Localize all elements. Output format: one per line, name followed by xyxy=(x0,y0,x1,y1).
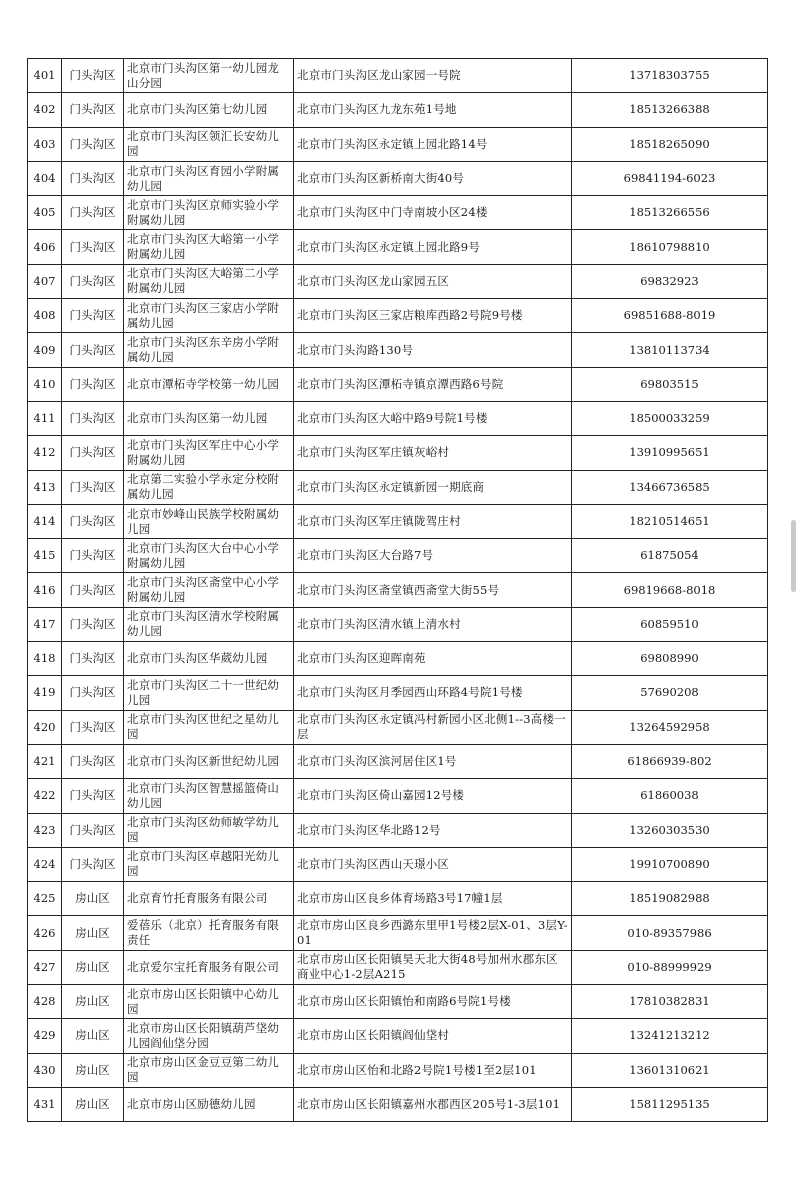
district-cell: 门头沟区 xyxy=(62,504,124,538)
scrollbar-thumb[interactable] xyxy=(791,520,796,592)
institution-name-cell: 北京市门头沟区幼师敏学幼儿园 xyxy=(124,813,294,847)
table-row xyxy=(28,230,768,264)
row-number: 416 xyxy=(28,573,62,607)
district-cell: 门头沟区 xyxy=(62,470,124,504)
phone-cell: 13466736585 xyxy=(572,470,768,504)
institution-name-cell: 北京育竹托育服务有限公司 xyxy=(124,882,294,916)
row-number: 420 xyxy=(28,710,62,744)
address-cell: 北京市门头沟区龙山家园五区 xyxy=(294,264,572,298)
institution-name-cell: 北京市门头沟区大峪第一小学附属幼儿园 xyxy=(124,230,294,264)
district-cell: 门头沟区 xyxy=(62,539,124,573)
institution-name-cell: 北京市房山区长阳镇中心幼儿园 xyxy=(124,985,294,1019)
address-cell: 北京市门头沟区潭柘寺镇京潭西路6号院 xyxy=(294,367,572,401)
address-cell: 北京市门头沟区龙山家园一号院 xyxy=(294,59,572,93)
district-cell: 门头沟区 xyxy=(62,642,124,676)
table-row xyxy=(28,1087,768,1121)
district-cell: 门头沟区 xyxy=(62,196,124,230)
institution-name-cell: 北京市门头沟区领汇长安幼儿园 xyxy=(124,127,294,161)
address-cell: 北京市门头沟区滨河居住区1号 xyxy=(294,744,572,778)
phone-cell: 13810113734 xyxy=(572,333,768,367)
institution-name-cell: 北京市房山区金豆豆第二幼儿园 xyxy=(124,1053,294,1087)
table-row xyxy=(28,264,768,298)
row-number: 415 xyxy=(28,539,62,573)
phone-cell: 13910995651 xyxy=(572,436,768,470)
row-number: 422 xyxy=(28,779,62,813)
phone-cell: 18513266388 xyxy=(572,93,768,127)
row-number: 401 xyxy=(28,59,62,93)
institution-name-cell: 北京市门头沟区第七幼儿园 xyxy=(124,93,294,127)
row-number: 425 xyxy=(28,882,62,916)
institution-name-cell: 北京市门头沟区三家店小学附属幼儿园 xyxy=(124,299,294,333)
phone-cell: 18518265090 xyxy=(572,127,768,161)
phone-cell: 010-88999929 xyxy=(572,950,768,984)
district-cell: 门头沟区 xyxy=(62,676,124,710)
district-cell: 门头沟区 xyxy=(62,813,124,847)
address-cell: 北京市门头沟区三家店粮库西路2号院9号楼 xyxy=(294,299,572,333)
address-cell: 北京市门头沟区迎晖南苑 xyxy=(294,642,572,676)
phone-cell: 69851688-8019 xyxy=(572,299,768,333)
address-cell: 北京市门头沟区大台路7号 xyxy=(294,539,572,573)
institution-name-cell: 北京市门头沟区世纪之星幼儿园 xyxy=(124,710,294,744)
institution-name-cell: 北京市门头沟区卓越阳光幼儿园 xyxy=(124,847,294,881)
phone-cell: 69819668-8018 xyxy=(572,573,768,607)
address-cell: 北京市门头沟区永定镇上园北路9号 xyxy=(294,230,572,264)
institution-name-cell: 北京市门头沟区第一幼儿园龙山分园 xyxy=(124,59,294,93)
district-cell: 门头沟区 xyxy=(62,299,124,333)
institution-name-cell: 爱蓓乐（北京）托育服务有限责任 xyxy=(124,916,294,950)
table-row xyxy=(28,1053,768,1087)
address-cell: 北京市门头沟区清水镇上清水村 xyxy=(294,607,572,641)
table-row xyxy=(28,607,768,641)
district-cell: 门头沟区 xyxy=(62,436,124,470)
district-cell: 房山区 xyxy=(62,1019,124,1053)
row-number: 423 xyxy=(28,813,62,847)
address-cell: 北京市门头沟区军庄镇灰峪村 xyxy=(294,436,572,470)
phone-cell: 69832923 xyxy=(572,264,768,298)
institution-name-cell: 北京市门头沟区军庄中心小学附属幼儿园 xyxy=(124,436,294,470)
district-cell: 门头沟区 xyxy=(62,710,124,744)
row-number: 421 xyxy=(28,744,62,778)
district-cell: 房山区 xyxy=(62,950,124,984)
table-row xyxy=(28,779,768,813)
address-cell: 北京市门头沟区永定镇冯村新园小区北侧1--3高楼一层 xyxy=(294,710,572,744)
phone-cell: 010-89357986 xyxy=(572,916,768,950)
institution-name-cell: 北京市门头沟区京师实验小学附属幼儿园 xyxy=(124,196,294,230)
institution-name-cell: 北京市门头沟区大峪第二小学附属幼儿园 xyxy=(124,264,294,298)
institution-name-cell: 北京市门头沟区新世纪幼儿园 xyxy=(124,744,294,778)
table-row xyxy=(28,333,768,367)
table-row xyxy=(28,882,768,916)
institution-name-cell: 北京市潭柘寺学校第一幼儿园 xyxy=(124,367,294,401)
table-row xyxy=(28,642,768,676)
table-row xyxy=(28,950,768,984)
address-cell: 北京市门头沟区永定镇上园北路14号 xyxy=(294,127,572,161)
address-cell: 北京市门头沟区中门寺南坡小区24楼 xyxy=(294,196,572,230)
row-number: 412 xyxy=(28,436,62,470)
address-cell: 北京市门头沟区月季园西山环路4号院1号楼 xyxy=(294,676,572,710)
row-number: 402 xyxy=(28,93,62,127)
table-row xyxy=(28,916,768,950)
institution-name-cell: 北京市房山区励德幼儿园 xyxy=(124,1087,294,1121)
district-cell: 门头沟区 xyxy=(62,573,124,607)
phone-cell: 13264592958 xyxy=(572,710,768,744)
phone-cell: 17810382831 xyxy=(572,985,768,1019)
phone-cell: 19910700890 xyxy=(572,847,768,881)
district-cell: 门头沟区 xyxy=(62,93,124,127)
table-row xyxy=(28,573,768,607)
table-row xyxy=(28,744,768,778)
table-row xyxy=(28,813,768,847)
phone-cell: 15811295135 xyxy=(572,1087,768,1121)
row-number: 411 xyxy=(28,401,62,435)
phone-cell: 61860038 xyxy=(572,779,768,813)
phone-cell: 57690208 xyxy=(572,676,768,710)
institution-name-cell: 北京市门头沟区清水学校附属幼儿园 xyxy=(124,607,294,641)
table-row xyxy=(28,676,768,710)
table-row xyxy=(28,196,768,230)
address-cell: 北京市房山区长阳镇怡和南路6号院1号楼 xyxy=(294,985,572,1019)
district-cell: 门头沟区 xyxy=(62,333,124,367)
phone-cell: 18210514651 xyxy=(572,504,768,538)
address-cell: 北京市门头沟区斋堂镇西斋堂大街55号 xyxy=(294,573,572,607)
district-cell: 门头沟区 xyxy=(62,847,124,881)
district-cell: 门头沟区 xyxy=(62,127,124,161)
district-cell: 房山区 xyxy=(62,1053,124,1087)
phone-cell: 13718303755 xyxy=(572,59,768,93)
row-number: 403 xyxy=(28,127,62,161)
row-number: 431 xyxy=(28,1087,62,1121)
address-cell: 北京市门头沟区华北路12号 xyxy=(294,813,572,847)
table-row xyxy=(28,161,768,195)
district-cell: 门头沟区 xyxy=(62,607,124,641)
institution-name-cell: 北京市房山区长阳镇葫芦垡幼儿园阎仙垡分园 xyxy=(124,1019,294,1053)
institution-name-cell: 北京市门头沟区东辛房小学附属幼儿园 xyxy=(124,333,294,367)
address-cell: 北京市门头沟区倚山嘉园12号楼 xyxy=(294,779,572,813)
district-cell: 房山区 xyxy=(62,882,124,916)
institution-name-cell: 北京市门头沟区二十一世纪幼儿园 xyxy=(124,676,294,710)
table-row xyxy=(28,504,768,538)
district-cell: 门头沟区 xyxy=(62,744,124,778)
table-row xyxy=(28,93,768,127)
institution-name-cell: 北京市妙峰山民族学校附属幼儿园 xyxy=(124,504,294,538)
address-cell: 北京市门头沟区大峪中路9号院1号楼 xyxy=(294,401,572,435)
row-number: 414 xyxy=(28,504,62,538)
address-cell: 北京市房山区良乡西潞东里甲1号楼2层X-01、3层Y-01 xyxy=(294,916,572,950)
address-cell: 北京市门头沟区军庄镇陇驾庄村 xyxy=(294,504,572,538)
district-cell: 房山区 xyxy=(62,985,124,1019)
row-number: 417 xyxy=(28,607,62,641)
address-cell: 北京市门头沟区永定镇新园一期底商 xyxy=(294,470,572,504)
row-number: 426 xyxy=(28,916,62,950)
address-cell: 北京市门头沟区西山天璟小区 xyxy=(294,847,572,881)
phone-cell: 69808990 xyxy=(572,642,768,676)
phone-cell: 69841194-6023 xyxy=(572,161,768,195)
district-cell: 门头沟区 xyxy=(62,401,124,435)
phone-cell: 18513266556 xyxy=(572,196,768,230)
address-cell: 北京市门头沟路130号 xyxy=(294,333,572,367)
institution-name-cell: 北京市门头沟区智慧摇篮倚山幼儿园 xyxy=(124,779,294,813)
row-number: 430 xyxy=(28,1053,62,1087)
table-row xyxy=(28,59,768,93)
row-number: 429 xyxy=(28,1019,62,1053)
institution-name-cell: 北京市门头沟区斋堂中心小学附属幼儿园 xyxy=(124,573,294,607)
institution-name-cell: 北京第二实验小学永定分校附属幼儿园 xyxy=(124,470,294,504)
row-number: 419 xyxy=(28,676,62,710)
kindergarten-table xyxy=(27,58,768,1122)
phone-cell: 69803515 xyxy=(572,367,768,401)
address-cell: 北京市房山区良乡体育场路3号17幢1层 xyxy=(294,882,572,916)
district-cell: 门头沟区 xyxy=(62,230,124,264)
phone-cell: 61866939-802 xyxy=(572,744,768,778)
row-number: 407 xyxy=(28,264,62,298)
row-number: 424 xyxy=(28,847,62,881)
phone-cell: 18610798810 xyxy=(572,230,768,264)
phone-cell: 13260303530 xyxy=(572,813,768,847)
table-row xyxy=(28,1019,768,1053)
address-cell: 北京市房山区长阳镇嘉州水郡西区205号1-3层101 xyxy=(294,1087,572,1121)
row-number: 409 xyxy=(28,333,62,367)
row-number: 427 xyxy=(28,950,62,984)
row-number: 428 xyxy=(28,985,62,1019)
district-cell: 门头沟区 xyxy=(62,779,124,813)
table-row xyxy=(28,367,768,401)
phone-cell: 60859510 xyxy=(572,607,768,641)
institution-name-cell: 北京市门头沟区育园小学附属幼儿园 xyxy=(124,161,294,195)
row-number: 404 xyxy=(28,161,62,195)
address-cell: 北京市房山区长阳镇昊天北大街48号加州水郡东区商业中心1-2层A215 xyxy=(294,950,572,984)
district-cell: 门头沟区 xyxy=(62,264,124,298)
row-number: 406 xyxy=(28,230,62,264)
phone-cell: 18519082988 xyxy=(572,882,768,916)
row-number: 408 xyxy=(28,299,62,333)
table-row xyxy=(28,401,768,435)
table-row xyxy=(28,299,768,333)
table-row xyxy=(28,985,768,1019)
row-number: 410 xyxy=(28,367,62,401)
row-number: 418 xyxy=(28,642,62,676)
table-body xyxy=(28,59,768,1122)
institution-name-cell: 北京爱尔宝托育服务有限公司 xyxy=(124,950,294,984)
table-row xyxy=(28,470,768,504)
institution-name-cell: 北京市门头沟区第一幼儿园 xyxy=(124,401,294,435)
institution-name-cell: 北京市门头沟区华葳幼儿园 xyxy=(124,642,294,676)
table-row xyxy=(28,539,768,573)
district-cell: 房山区 xyxy=(62,1087,124,1121)
table-row xyxy=(28,847,768,881)
phone-cell: 13241213212 xyxy=(572,1019,768,1053)
phone-cell: 13601310621 xyxy=(572,1053,768,1087)
district-cell: 门头沟区 xyxy=(62,59,124,93)
address-cell: 北京市门头沟区新桥南大街40号 xyxy=(294,161,572,195)
phone-cell: 61875054 xyxy=(572,539,768,573)
phone-cell: 18500033259 xyxy=(572,401,768,435)
table-row xyxy=(28,127,768,161)
district-cell: 门头沟区 xyxy=(62,161,124,195)
address-cell: 北京市房山区长阳镇阎仙垡村 xyxy=(294,1019,572,1053)
district-cell: 门头沟区 xyxy=(62,367,124,401)
district-cell: 房山区 xyxy=(62,916,124,950)
row-number: 405 xyxy=(28,196,62,230)
institution-name-cell: 北京市门头沟区大台中心小学附属幼儿园 xyxy=(124,539,294,573)
address-cell: 北京市门头沟区九龙东苑1号地 xyxy=(294,93,572,127)
table-row xyxy=(28,710,768,744)
row-number: 413 xyxy=(28,470,62,504)
table-row xyxy=(28,436,768,470)
address-cell: 北京市房山区怡和北路2号院1号楼1至2层101 xyxy=(294,1053,572,1087)
